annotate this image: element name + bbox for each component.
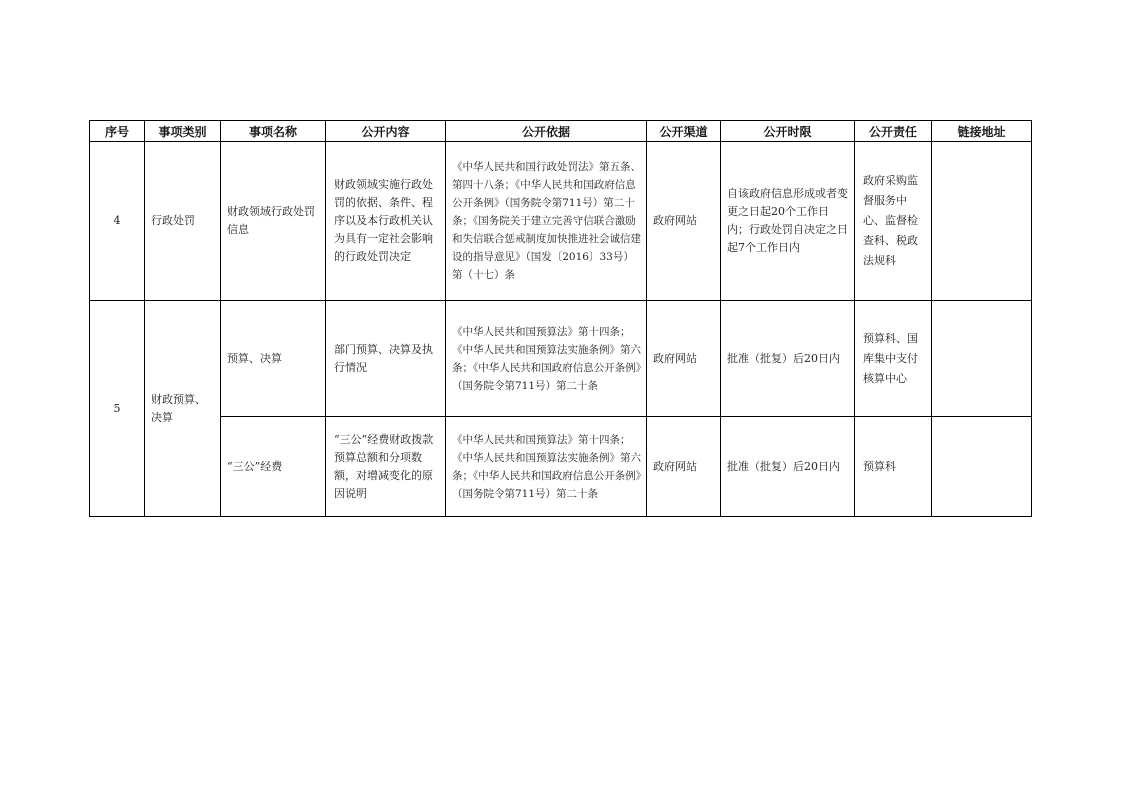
cell-basis: 《中华人民共和国预算法》第十四条；《中华人民共和国预算法实施条例》第六条；《中华人民共和国政府信息公开条例》（国务院令第711号）第二十条 <box>446 301 647 417</box>
cell-category: 财政预算、决算 <box>145 301 221 517</box>
cell-link <box>932 142 1032 301</box>
cell-seq: 5 <box>90 301 145 517</box>
cell-channel: 政府网站 <box>647 301 721 417</box>
cell-time-limit: 自该政府信息形成或者变更之日起20个工作日内；行政处罚自决定之日起7个工作日内 <box>721 142 855 301</box>
header-row <box>90 121 1032 142</box>
cell-item-name: 财政领域行政处罚信息 <box>221 142 326 301</box>
table-row <box>90 301 1032 417</box>
cell-channel: 政府网站 <box>647 417 721 517</box>
table-row <box>90 142 1032 301</box>
cell-content: “三公”经费财政拨款预算总额和分项数额，对增减变化的原因说明 <box>326 417 446 517</box>
cell-item-name: 预算、决算 <box>221 301 326 417</box>
cell-link <box>932 301 1032 417</box>
cell-basis: 《中华人民共和国行政处罚法》第五条、第四十八条；《中华人民共和国政府信息公开条例》（国务院令第711号）第二十条；《国务院关于建立完善守信联合激励和失信联合惩戒制度加快推进社会诚信建设的指导意见》（国发〔2016〕33号）第（十七）条 <box>446 142 647 301</box>
cell-basis: 《中华人民共和国预算法》第十四条；《中华人民共和国预算法实施条例》第六条；《中华人民共和国政府信息公开条例》（国务院令第711号）第二十条 <box>446 417 647 517</box>
cell-content: 部门预算、决算及执行情况 <box>326 301 446 417</box>
header-time-limit: 公开时限 <box>721 121 855 142</box>
cell-seq: 4 <box>90 142 145 301</box>
header-link: 链接地址 <box>932 121 1032 142</box>
cell-item-name: “三公”经费 <box>221 417 326 517</box>
cell-time-limit: 批准（批复）后20日内 <box>721 417 855 517</box>
disclosure-table <box>89 120 1032 517</box>
cell-category: 行政处罚 <box>145 142 221 301</box>
cell-link <box>932 417 1032 517</box>
table-row <box>90 417 1032 517</box>
cell-responsibility: 政府采购监督服务中心、监督检查科、税政法规科 <box>855 142 932 301</box>
cell-content: 财政领域实施行政处罚的依据、条件、程序以及本行政机关认为具有一定社会影响的行政处罚决定 <box>326 142 446 301</box>
header-basis: 公开依据 <box>446 121 647 142</box>
cell-channel: 政府网站 <box>647 142 721 301</box>
cell-time-limit: 批准（批复）后20日内 <box>721 301 855 417</box>
cell-responsibility: 预算科 <box>855 417 932 517</box>
header-seq: 序号 <box>90 121 145 142</box>
header-content: 公开内容 <box>326 121 446 142</box>
cell-responsibility: 预算科、国库集中支付核算中心 <box>855 301 932 417</box>
header-channel: 公开渠道 <box>647 121 721 142</box>
header-category: 事项类别 <box>145 121 221 142</box>
header-item-name: 事项名称 <box>221 121 326 142</box>
header-responsibility: 公开责任 <box>855 121 932 142</box>
